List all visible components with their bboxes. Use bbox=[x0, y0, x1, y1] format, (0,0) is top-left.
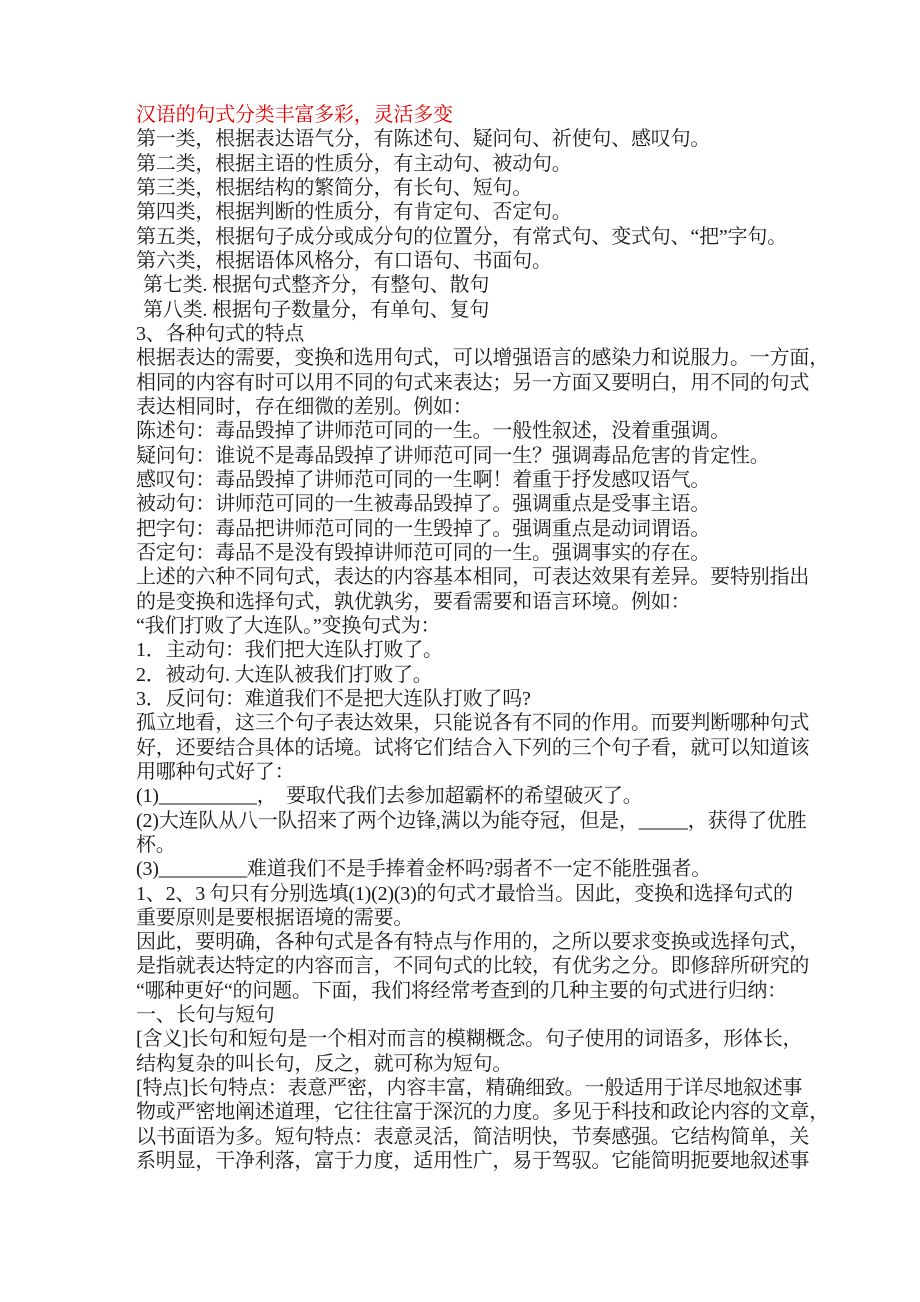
text-line: 因此，要明确，各种句式是各有特点与作用的，之所以要求变换或选择句式， bbox=[136, 931, 810, 954]
text-line: 杯。 bbox=[136, 833, 176, 856]
text-line: 的是变换和选择句式，孰优孰劣，要看需要和语言环境。例如： bbox=[136, 590, 691, 613]
text-line: 感叹句：毒品毁掉了讲师范可同的一生啊！着重于抒发感叹语气。 bbox=[136, 468, 711, 491]
text-line: “哪种更好“的问题。下面，我们将经常考查到的几种主要的句式进行归纳： bbox=[136, 979, 787, 1002]
text-line: (3)_________难道我们不是手捧着金杯吗?弱者不一定不能胜强者。 bbox=[136, 858, 711, 881]
text-line: 3、各种句式的特点 bbox=[136, 322, 305, 345]
text-line: 第五类，根据句子成分或成分句的位置分，有常式句、变式句、“把”字句。 bbox=[136, 225, 787, 248]
text-line: 被动句：讲师范可同的一生被毒品毁掉了。强调重点是受事主语。 bbox=[136, 493, 711, 516]
text-line: [含义]长句和短句是一个相对而言的模糊概念。句子使用的词语多，形体长， bbox=[136, 1028, 803, 1051]
text-line: 第三类，根据结构的繁简分，有长句、短句。 bbox=[136, 176, 532, 199]
text-line: 相同的内容有时可以用不同的句式来表达；另一方面又要明白，用不同的句式 bbox=[136, 371, 810, 394]
text-line: “我们打败了大连队。”变换句式为： bbox=[136, 614, 441, 637]
text-line: 以书面语为多。短句特点：表意灵活，简洁明快，节奏感强。它结构简单，关 bbox=[136, 1125, 810, 1148]
text-line: 把字句：毒品把讲师范可同的一生毁掉了。强调重点是动词谓语。 bbox=[136, 517, 711, 540]
text-line: 疑问句：谁说不是毒品毁掉了讲师范可同一生？强调毒品危害的肯定性。 bbox=[136, 444, 770, 467]
text-line: (1)__________， 要取代我们去参加超霸杯的希望破灭了。 bbox=[136, 785, 643, 808]
text-line: 第一类，根据表达语气分，有陈述句、疑问句、祈使句、感叹句。 bbox=[136, 128, 711, 151]
document-text-block bbox=[136, 103, 836, 1173]
text-line: 用哪种句式好了： bbox=[136, 760, 295, 783]
text-line: 3．反问句：难道我们不是把大连队打败了吗? bbox=[136, 687, 531, 710]
text-line: [特点]长句特点：表意严密，内容丰富，精确细致。一般适用于详尽地叙述事 bbox=[136, 1077, 803, 1100]
text-line: (2)大连队从八一队招来了两个边锋,满以为能夺冠，但是，_____，获得了优胜 bbox=[136, 809, 807, 832]
text-line: 表达相同时，存在细微的差别。例如： bbox=[136, 395, 473, 418]
text-line: 好，还要结合具体的话境。试将它们结合入下列的三个句子看，就可以知道该 bbox=[136, 736, 810, 759]
text-line: 第四类，根据判断的性质分，有肯定句、否定句。 bbox=[136, 201, 572, 224]
text-line: 1、2、3 句只有分别选填(1)(2)(3)的句式才最恰当。因此，变换和选择句式的 bbox=[136, 882, 793, 905]
text-line: 上述的六种不同句式，表达的内容基本相同，可表达效果有差异。要特别指出 bbox=[136, 566, 810, 589]
text-line: 陈述句：毒品毁掉了讲师范可同的一生。一般性叙述，没着重强调。 bbox=[136, 420, 730, 443]
text-line: 一、长句与短句 bbox=[136, 1004, 275, 1027]
text-line: 2．被动句. 大连队被我们打败了。 bbox=[136, 663, 433, 686]
text-line: 是指就表达特定的内容而言，不同句式的比较，有优劣之分。即修辞所研究的 bbox=[136, 955, 810, 978]
text-line: 第七类. 根据句式整齐分，有整句、散句 bbox=[143, 274, 490, 297]
text-line: 第八类. 根据句子数量分，有单句、复句 bbox=[143, 298, 490, 321]
text-line: 第六类，根据语体风格分，有口语句、书面句。 bbox=[136, 249, 552, 272]
text-line: 结构复杂的叫长句，反之，就可称为短句。 bbox=[136, 1052, 513, 1075]
text-line: 1．主动句：我们把大连队打败了。 bbox=[136, 639, 443, 662]
text-line: 物或严密地阐述道理，它往往富于深沉的力度。多见于科技和政论内容的文章， bbox=[136, 1101, 829, 1124]
text-line: 孤立地看，这三个句子表达效果，只能说各有不同的作用。而要判断哪种句式 bbox=[136, 712, 810, 735]
text-line: 根据表达的需要，变换和选用句式，可以增强语言的感染力和说服力。一方面， bbox=[136, 347, 829, 370]
text-line: 否定句：毒品不是没有毁掉讲师范可同的一生。强调事实的存在。 bbox=[136, 541, 711, 564]
text-line: 系明显，干净利落，富于力度，适用性广，易于驾驭。它能简明扼要地叙述事 bbox=[136, 1150, 810, 1173]
text-line: 重要原则是要根据语境的需要。 bbox=[136, 906, 414, 929]
document-title: 汉语的句式分类丰富多彩，灵活多变 bbox=[136, 104, 453, 126]
text-line: 第二类，根据主语的性质分，有主动句、被动句。 bbox=[136, 152, 572, 175]
